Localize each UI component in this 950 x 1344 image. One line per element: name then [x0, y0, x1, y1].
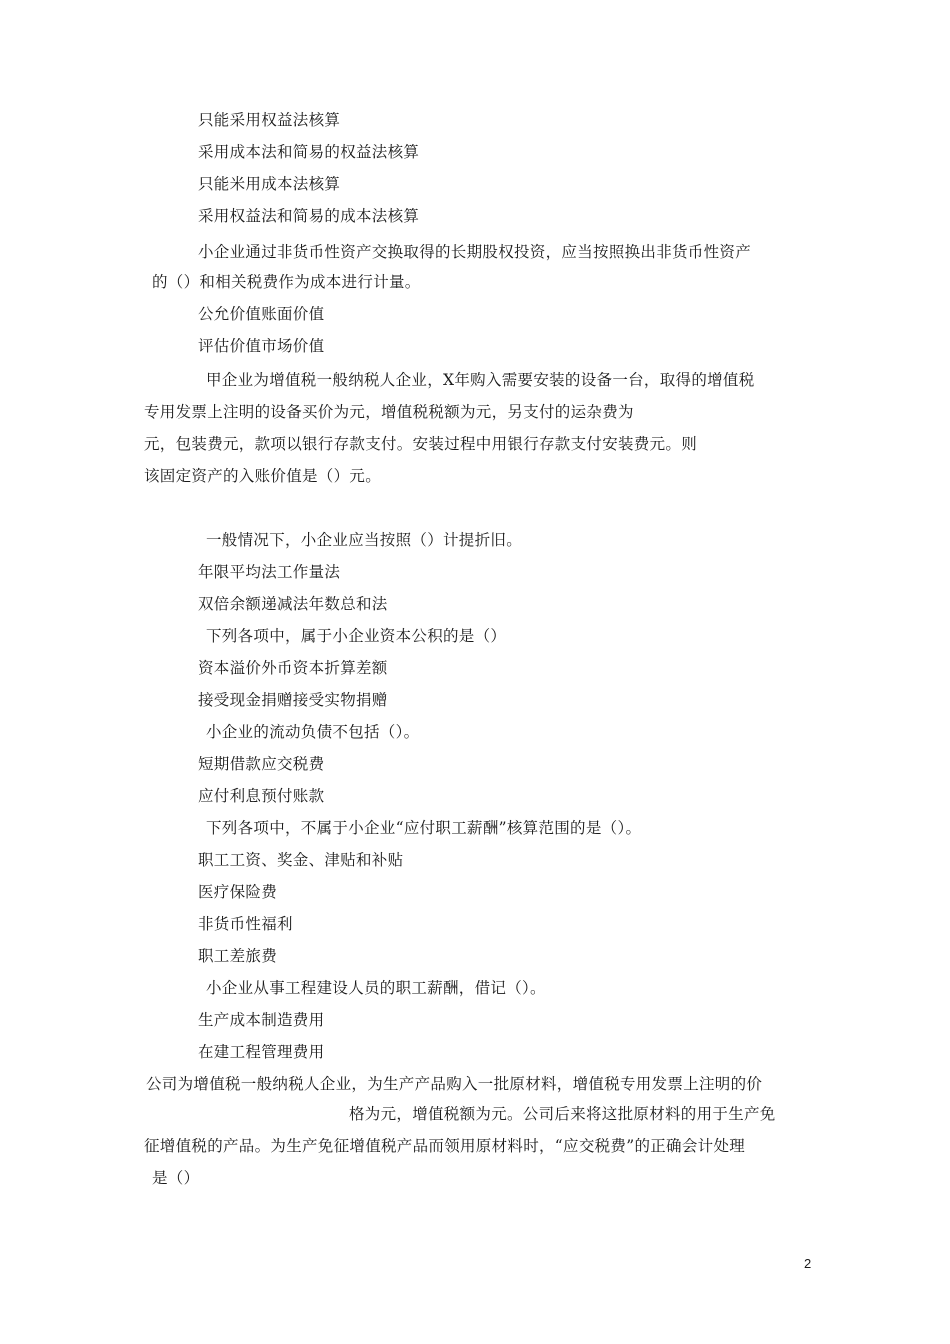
- option-text: 非货币性福利: [198, 915, 293, 933]
- option-text: 采用权益法和简易的成本法核算: [198, 207, 420, 225]
- question-text: 小企业通过非货币性资产交换取得的长期股权投资，应当按照换出非货币性资产: [198, 243, 752, 261]
- option-text: 只能采用权益法核算: [198, 111, 341, 129]
- question-text: 公司为增值税一般纳税人企业，为生产产品购入一批原材料，增值税专用发票上注明的价: [146, 1075, 763, 1093]
- option-text: 医疗保险费: [198, 883, 278, 901]
- question-text: 征增值税的产品。为生产免征增值税产品而领用原材料时，“应交税费”的正确会计处理: [144, 1137, 746, 1155]
- option-text: 生产成本制造费用: [198, 1011, 325, 1029]
- option-text: 资本溢价外币资本折算差额: [198, 659, 388, 677]
- question-text: 专用发票上注明的设备买价为元，增值税税额为元，另支付的运杂费为: [144, 403, 634, 421]
- question-text: 元，包装费元，款项以银行存款支付。安装过程中用银行存款支付安装费元。则: [144, 435, 698, 453]
- option-text: 职工差旅费: [198, 947, 278, 965]
- option-text: 采用成本法和简易的权益法核算: [198, 143, 420, 161]
- option-text: 只能米用成本法核算: [198, 175, 341, 193]
- option-text: 接受现金捐赠接受实物捐赠: [198, 691, 388, 709]
- question-text: 甲企业为增值税一般纳税人企业，X年购入需要安装的设备一台，取得的增值税: [206, 371, 755, 389]
- page-number: 2: [804, 1256, 812, 1271]
- option-text: 年限平均法工作量法: [198, 563, 341, 581]
- question-text: 下列各项中，属于小企业资本公积的是（）: [206, 627, 507, 645]
- question-text: 小企业从事工程建设人员的职工薪酬，借记（）。: [206, 979, 546, 997]
- option-text: 短期借款应交税费: [198, 755, 325, 773]
- question-text: 该固定资产的入账价值是（）元。: [144, 467, 382, 485]
- question-text: 是（）: [152, 1169, 200, 1187]
- option-text: 应付利息预付账款: [198, 787, 325, 805]
- question-text: 下列各项中，不属于小企业“应付职工薪酬”核算范围的是（）。: [206, 819, 642, 837]
- question-text: 格为元，增值税额为元。公司后来将这批原材料的用于生产免: [349, 1105, 776, 1123]
- question-text: 小企业的流动负债不包括（）。: [206, 723, 420, 741]
- option-text: 在建工程管理费用: [198, 1043, 325, 1061]
- option-text: 公允价值账面价值: [198, 305, 325, 323]
- question-text: 一般情况下，小企业应当按照（）计提折旧。: [206, 531, 523, 549]
- question-text: 的（）和相关税费作为成本进行计量。: [152, 273, 421, 291]
- option-text: 职工工资、奖金、津贴和补贴: [198, 851, 404, 869]
- option-text: 双倍余额递减法年数总和法: [198, 595, 388, 613]
- option-text: 评估价值市场价值: [198, 337, 325, 355]
